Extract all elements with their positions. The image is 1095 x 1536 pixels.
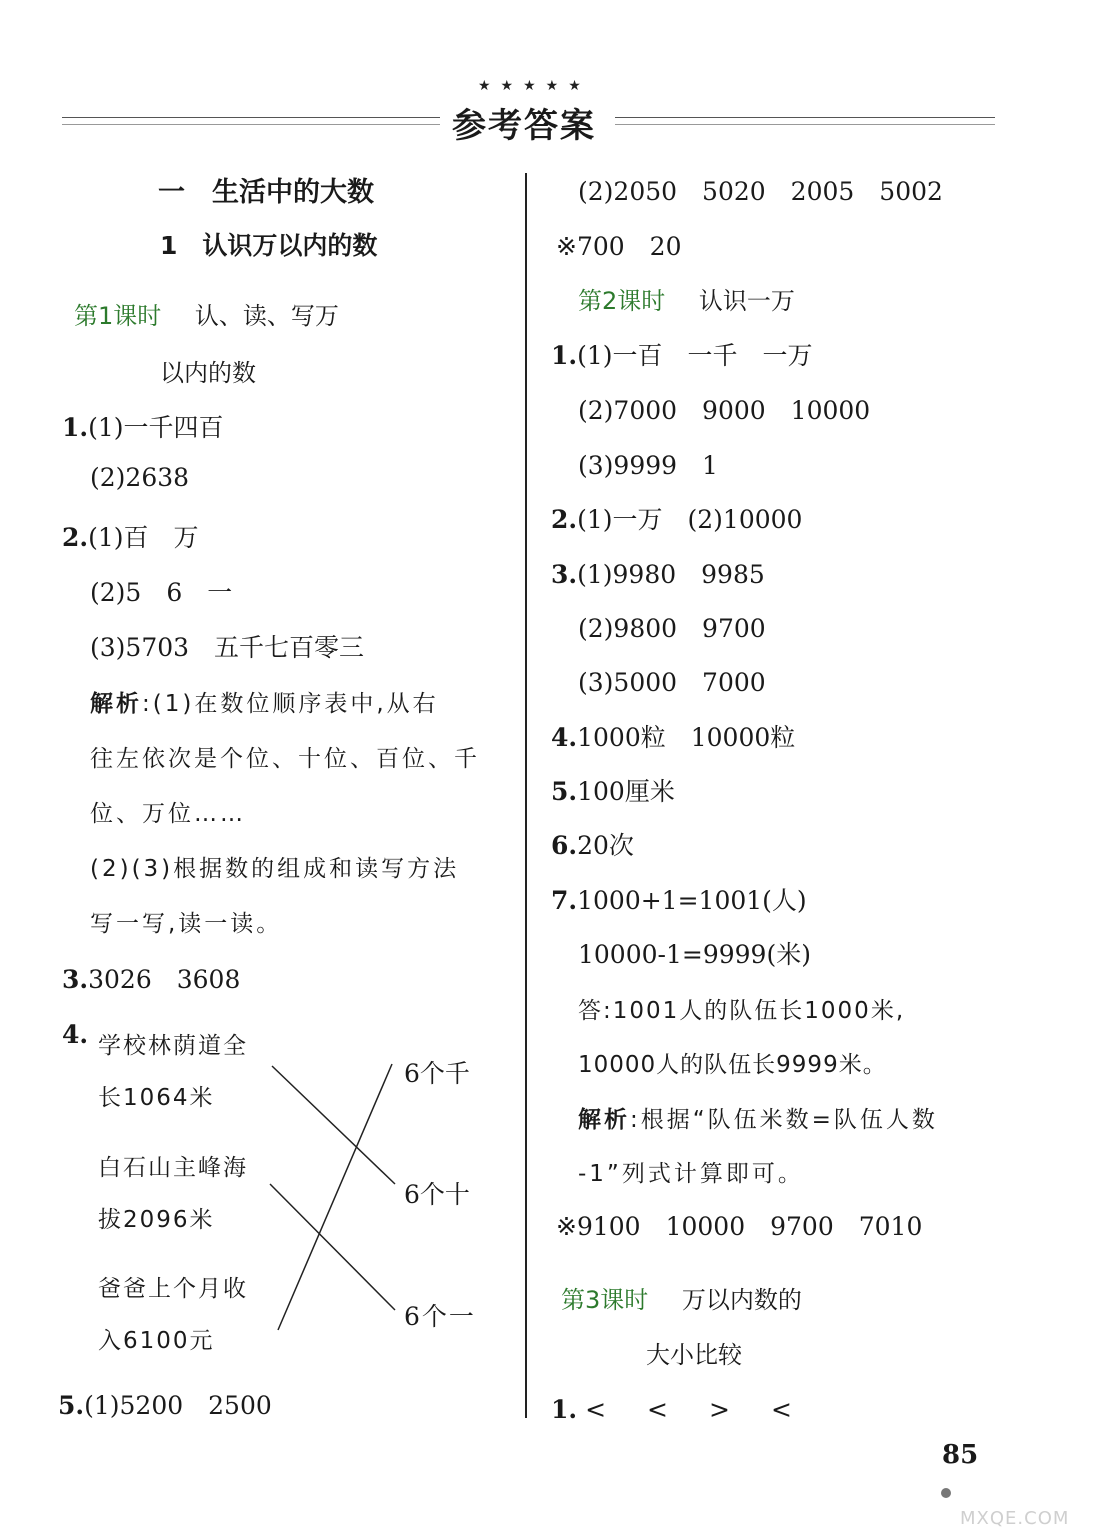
watermark: MXQE.COM <box>960 1508 1070 1529</box>
match-line <box>272 1066 395 1184</box>
chapter-title: 一 生活中的大数 <box>158 177 374 208</box>
item-text: (1)一百 一千 一万 <box>577 341 813 370</box>
answer-line <box>551 718 795 754</box>
answer-line <box>551 881 807 917</box>
answer-line: ※9100 10000 9700 7010 <box>556 1212 923 1241</box>
lesson-2-label: 第2课时 <box>578 287 666 315</box>
header-rule-left-bottom <box>62 124 440 125</box>
item-number: 3. <box>551 560 578 589</box>
match-right-item: 6个一 <box>404 1302 476 1331</box>
item-number: 1. <box>551 1395 578 1424</box>
item-text: 3026 3608 <box>88 965 241 994</box>
answer-line: (3)5000 7000 <box>578 668 766 697</box>
analysis-line: 位、万位…… <box>90 801 246 827</box>
item-number: 2. <box>551 505 578 534</box>
header-stars: ★★★★★ <box>478 78 591 94</box>
answer-line <box>551 826 634 862</box>
match-left-item: 白石山主峰海 <box>98 1155 248 1181</box>
match-left-item: 爸爸上个月收 <box>98 1276 248 1302</box>
answer-line <box>90 573 232 609</box>
answer-sentence: 答:1001人的队伍长1000米, <box>578 998 906 1024</box>
analysis-line: 写一写,读一读。 <box>90 911 283 937</box>
answer-line <box>551 500 802 536</box>
unit-title: 1 认识万以内的数 <box>160 231 378 260</box>
item-text: (2)2638 <box>90 463 190 492</box>
analysis-line: (2)(3)根据数的组成和读写方法 <box>90 856 460 882</box>
analysis-text: :根据“队伍米数=队伍人数 <box>630 1107 938 1133</box>
item-text: (1)百 万 <box>88 523 199 552</box>
page-dot <box>941 1488 951 1498</box>
lesson-3-heading <box>561 1280 802 1315</box>
item-text: (3)5703 五千七百零三 <box>90 633 365 662</box>
item-number: 7. <box>551 886 578 915</box>
lesson-1-label: 第1课时 <box>74 302 162 330</box>
lesson-3-title-a: 万以内数的 <box>681 1286 802 1314</box>
item-number: 5. <box>551 777 578 806</box>
page-number: 85 <box>942 1440 979 1470</box>
answer-line <box>58 1386 272 1422</box>
item-number: 1. <box>551 341 578 370</box>
header-rule-right-bottom <box>615 124 995 125</box>
lesson-2-heading <box>578 281 795 316</box>
item-number: 3. <box>62 965 89 994</box>
lesson-3-title-b: 大小比较 <box>646 1341 742 1369</box>
analysis-line <box>578 1101 938 1134</box>
answer-line <box>90 463 189 492</box>
answer-sentence: 10000人的队伍长9999米。 <box>578 1052 887 1078</box>
analysis-label: 解析 <box>578 1107 630 1133</box>
lesson-1-title-a: 认、读、写万 <box>194 302 339 330</box>
answer-line <box>62 408 224 444</box>
matching-lines <box>260 1060 410 1340</box>
item-text: (1)9980 9985 <box>577 560 765 589</box>
item-text: 100厘米 <box>577 777 675 806</box>
match-left-item: 入6100元 <box>98 1328 215 1354</box>
item-text: (1)5200 2500 <box>84 1391 272 1420</box>
item-text: (2)5 6 一 <box>90 578 233 607</box>
answer-line <box>551 336 813 372</box>
lesson-3-label: 第3课时 <box>561 1286 649 1314</box>
analysis-line: -1”列式计算即可。 <box>578 1161 804 1187</box>
item-text: (1)一万 (2)10000 <box>577 505 803 534</box>
answer-line <box>551 772 675 808</box>
answer-line <box>551 1390 800 1426</box>
match-right-item: 6个千 <box>404 1059 470 1088</box>
lesson-2-title: 认识一万 <box>698 287 795 315</box>
match-left-item: 长1064米 <box>98 1085 215 1111</box>
answer-line: (2)7000 9000 10000 <box>578 396 871 425</box>
item-text: (1)一千四百 <box>88 413 224 442</box>
analysis-text: :(1)在数位顺序表中,从右 <box>142 691 439 717</box>
analysis-line <box>90 685 439 718</box>
match-left-item: 学校林荫道全 <box>98 1033 248 1059</box>
item-number: 2. <box>62 523 89 552</box>
answer-line <box>551 555 765 591</box>
lesson-1-heading <box>74 296 339 331</box>
match-left-item: 拔2096米 <box>98 1207 215 1233</box>
answer-line: 10000-1=9999(米) <box>578 940 811 969</box>
column-divider <box>525 173 527 1418</box>
item-number: 6. <box>551 831 578 860</box>
answer-line <box>62 518 199 554</box>
header-rule-right-top <box>615 117 995 118</box>
item-text: 1000粒 10000粒 <box>577 723 796 752</box>
item-text: < < > < <box>585 1395 800 1424</box>
answer-line <box>62 960 240 996</box>
lesson-1-title-b: 以内的数 <box>160 359 256 387</box>
page-title: 参考答案 <box>452 106 596 146</box>
analysis-line: 往左依次是个位、十位、百位、千 <box>90 746 480 772</box>
answer-line <box>90 628 364 664</box>
answer-line: (2)9800 9700 <box>578 614 766 643</box>
item-number: 5. <box>58 1391 85 1420</box>
header-rule-left-top <box>62 117 440 118</box>
answer-line: (2)2050 5020 2005 5002 <box>578 177 943 206</box>
item-number: 1. <box>62 413 89 442</box>
item-number: 4. <box>62 1020 89 1049</box>
answer-line: (3)9999 1 <box>578 451 718 480</box>
item-number: 4. <box>551 723 578 752</box>
item-text: 1000+1=1001(人) <box>577 886 807 915</box>
item-text: 20次 <box>577 831 634 860</box>
match-right-item: 6个十 <box>404 1180 470 1209</box>
answer-line: ※700 20 <box>556 232 682 261</box>
analysis-label: 解析 <box>90 691 142 717</box>
